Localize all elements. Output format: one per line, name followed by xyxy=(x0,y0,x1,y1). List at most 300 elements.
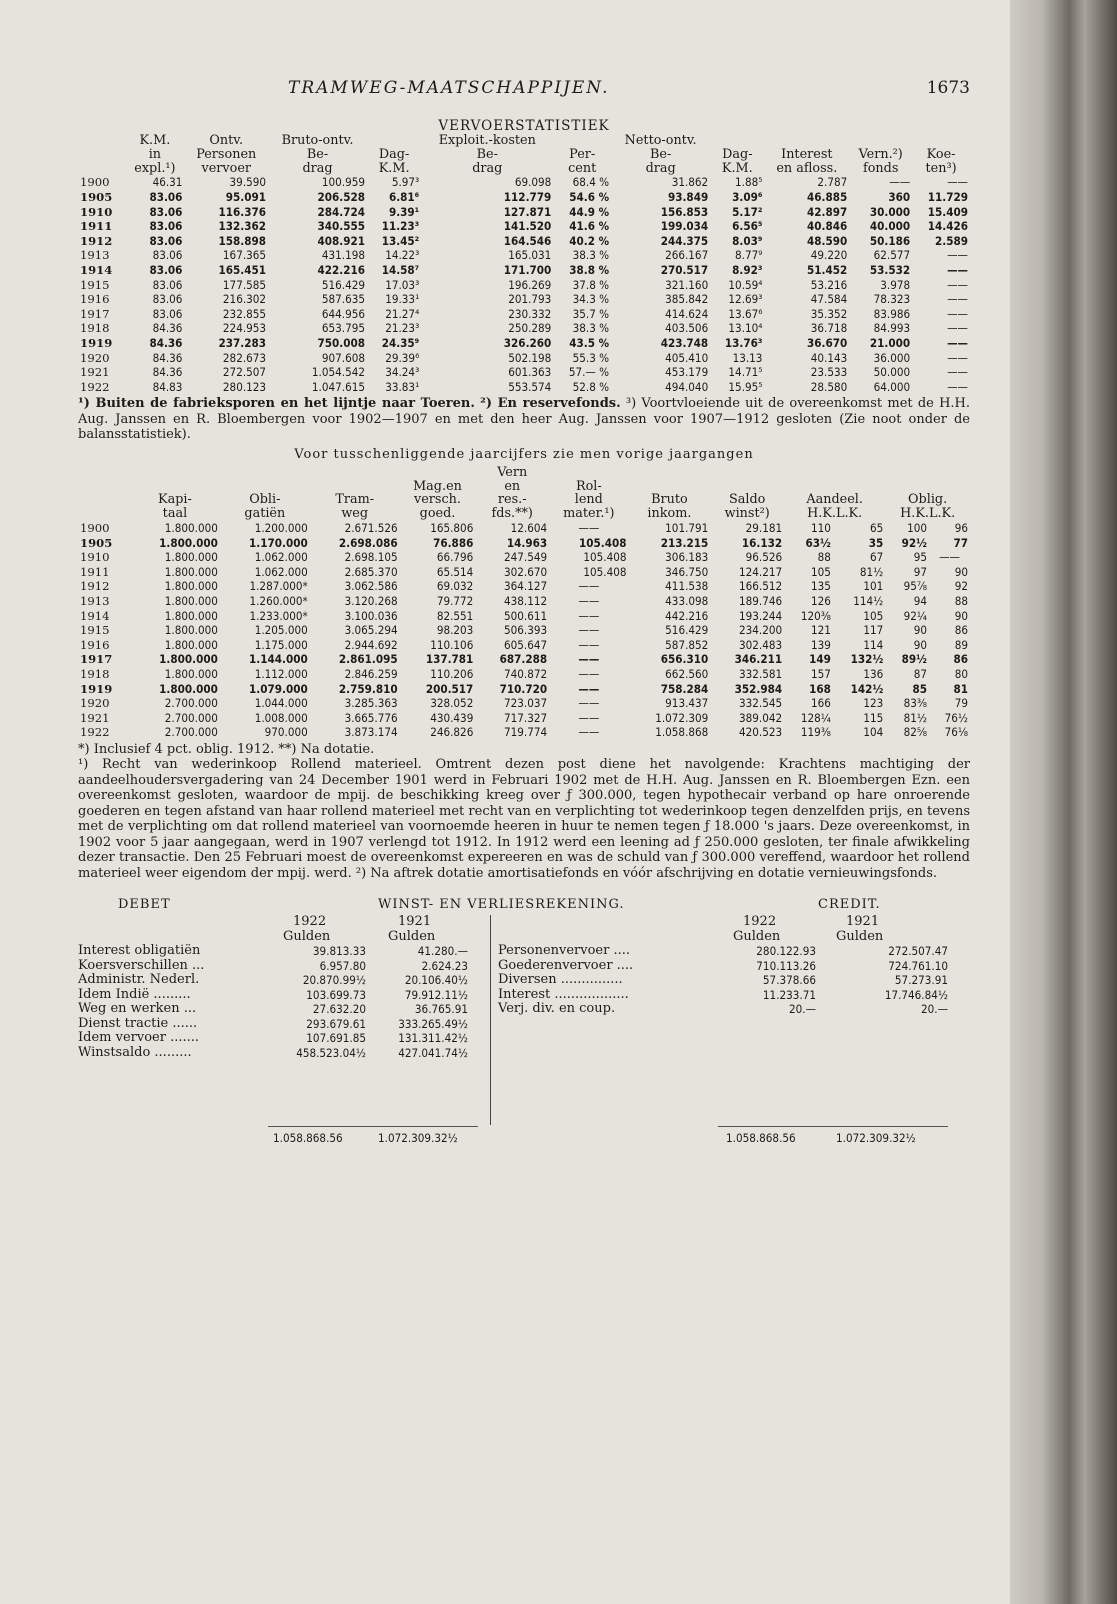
balans-cell: 95⅞ xyxy=(903,579,927,594)
balans-cell: 86 xyxy=(954,623,968,638)
balans-cell: 89 xyxy=(954,637,968,652)
balans-cell: 92½ xyxy=(901,535,927,550)
balans-year: 1915 xyxy=(80,623,110,638)
vervoer-row xyxy=(78,321,970,336)
winst-verlies-section xyxy=(78,897,970,1157)
vervoer-header-cell xyxy=(184,134,268,175)
balans-header-row xyxy=(78,466,970,521)
balans-cell: 77 xyxy=(953,535,968,550)
vervoer-cell: 201.793 xyxy=(508,292,552,307)
balans-cell: 411.538 xyxy=(665,579,709,594)
balans-header-line: versch. xyxy=(414,492,461,508)
balans-cell: 1.062.000 xyxy=(254,564,308,579)
balans-year: 1921 xyxy=(80,710,110,725)
vervoer-cell: 403.506 xyxy=(665,321,709,336)
balans-cell: 3.100.036 xyxy=(344,608,398,623)
balans-header-line xyxy=(551,466,626,480)
vervoer-cell: 84.36 xyxy=(152,365,183,380)
balans-header-line: Rol- xyxy=(575,478,602,494)
balans-cell: 79.772 xyxy=(436,593,474,608)
balans-row xyxy=(78,579,970,594)
vervoer-cell: —— xyxy=(947,335,968,350)
balans-cell: 332.545 xyxy=(738,696,783,711)
vervoer-header-row xyxy=(78,134,970,175)
vervoer-cell: 321.160 xyxy=(665,277,709,292)
vervoer-header-cell xyxy=(611,134,710,175)
balans-cell: 168 xyxy=(809,681,831,696)
balans-cell: —— xyxy=(939,550,960,565)
credit-total-rule xyxy=(718,1126,948,1127)
vervoer-cell: 34.3 % xyxy=(572,292,610,307)
balans-header-line: Aandeel. xyxy=(806,492,863,508)
credit-row xyxy=(498,959,948,974)
vervoer-cell: 502.198 xyxy=(508,350,552,365)
credit-row xyxy=(498,973,948,988)
balans-header-line xyxy=(631,480,709,494)
vervoer-header-year xyxy=(78,134,125,175)
balans-header-line xyxy=(631,466,709,480)
credit-value-b: 57.273.91 xyxy=(894,973,948,988)
balans-cell: 104 xyxy=(863,725,884,740)
balans-header-line xyxy=(887,466,968,480)
balans-cell: 2.700.000 xyxy=(164,710,218,725)
vervoer-header-line: Personen xyxy=(196,146,257,162)
debet-value-b: 2.624.23 xyxy=(421,958,468,973)
vervoer-cell: 10.59⁴ xyxy=(728,277,763,292)
balans-cell: —— xyxy=(578,520,600,535)
vervoer-cell: 93.849 xyxy=(667,189,709,204)
debet-value-a: 27.632.20 xyxy=(312,1002,366,1017)
balans-cell: 105.408 xyxy=(579,535,627,550)
vervoer-header-line: expl.¹) xyxy=(134,160,176,176)
balans-year: 1913 xyxy=(80,593,110,608)
balans-cell: 96 xyxy=(954,520,968,535)
balans-cell: 364.127 xyxy=(504,579,548,594)
vervoer-cell: 587.635 xyxy=(321,292,365,307)
vervoer-header-cell xyxy=(125,134,184,175)
vervoer-cell: —— xyxy=(947,306,968,321)
vervoer-cell: 1.88⁵ xyxy=(735,175,763,190)
balans-cell: 137.781 xyxy=(425,652,474,667)
credit-unit-b: Gulden xyxy=(836,928,884,944)
balans-header-line xyxy=(887,480,968,494)
vervoer-cell: 11.23³ xyxy=(381,219,420,234)
vervoer-header-line xyxy=(369,134,419,148)
vervoer-year: 1919 xyxy=(80,335,113,350)
credit-label: Interest .................. xyxy=(498,986,629,1002)
balans-cell: 2.700.000 xyxy=(164,696,218,711)
balans-cell: 65.514 xyxy=(436,564,474,579)
vervoer-cell: 284.724 xyxy=(317,204,365,219)
vervoer-header-line: Netto-ontv. xyxy=(624,133,697,148)
balans-footnote-star: *) Inclusief 4 pct. oblig. 1912. xyxy=(78,741,275,757)
balans-cell: 69.032 xyxy=(436,579,474,594)
vervoer-cell: 83.06 xyxy=(152,277,183,292)
debet-value-a: 20.870.99½ xyxy=(302,973,366,988)
vervoer-row xyxy=(78,307,970,322)
balans-cell: 1.072.309 xyxy=(655,710,709,725)
vervoer-cell: 53.532 xyxy=(869,262,911,277)
balans-cell: 710.720 xyxy=(499,681,548,696)
vervoer-header-line: Interest xyxy=(781,146,833,162)
balans-header-line: goed. xyxy=(419,506,456,522)
credit-label: Verj. div. en coup. xyxy=(498,1001,616,1017)
vervoer-cell: 21.000 xyxy=(869,335,911,350)
balans-header-line xyxy=(222,480,308,494)
vervoer-cell: 165.451 xyxy=(218,262,267,277)
vervoer-cell: 35.7 % xyxy=(572,306,610,321)
balans-cell: 165.806 xyxy=(430,520,474,535)
page-number: 1673 xyxy=(926,78,970,98)
vervoer-cell: 232.855 xyxy=(222,306,267,321)
balans-cell: 136 xyxy=(863,666,884,681)
credit-value-a: 280.122.93 xyxy=(756,944,816,959)
balans-row xyxy=(78,711,970,726)
vervoer-year: 1910 xyxy=(80,204,113,219)
credit-label: Personenvervoer .... xyxy=(498,943,630,959)
vervoer-header-line: Dag- xyxy=(722,146,753,162)
credit-value-b: 724.761.10 xyxy=(888,958,948,973)
vervoer-cell: 83.06 xyxy=(149,219,183,234)
balans-header-line: Oblig. xyxy=(908,492,948,508)
vervoer-cell: 21.27⁴ xyxy=(385,306,420,321)
balans-header-line: inkom. xyxy=(647,506,692,522)
vervoer-cell: 38.3 % xyxy=(572,321,610,336)
balans-cell: —— xyxy=(578,637,600,652)
balans-cell: 2.861.095 xyxy=(338,652,398,667)
balans-cell: 913.437 xyxy=(665,696,709,711)
balans-cell: 506.393 xyxy=(504,623,548,638)
vervoer-cell: 237.283 xyxy=(218,335,267,350)
vervoer-row xyxy=(78,190,970,205)
debet-row xyxy=(78,1046,478,1061)
balans-cell: 1.800.000 xyxy=(164,637,218,652)
balans-cell: 2.698.105 xyxy=(344,550,398,565)
balans-header-line: Mag.en xyxy=(413,478,462,494)
balans-year: 1912 xyxy=(80,579,110,594)
vervoer-cell: 28.580 xyxy=(810,379,848,394)
vervoer-cell: 83.06 xyxy=(149,189,183,204)
vervoer-cell: —— xyxy=(889,175,911,190)
balans-cell: 88 xyxy=(817,550,831,565)
vervoer-header-cell xyxy=(553,134,611,175)
vervoer-row xyxy=(78,351,970,366)
balans-row xyxy=(78,696,970,711)
balans-cell: 114½ xyxy=(853,593,884,608)
balans-cell: 35 xyxy=(868,535,884,550)
balans-cell: —— xyxy=(578,579,600,594)
balans-cell: 1.205.000 xyxy=(254,623,308,638)
balans-year: 1922 xyxy=(80,725,110,740)
vervoer-cell: 69.098 xyxy=(514,175,552,190)
vervoer-cell: 44.9 % xyxy=(569,204,610,219)
vervoer-cell: 83.06 xyxy=(149,233,183,248)
balans-cell: 132½ xyxy=(850,652,884,667)
balans-row xyxy=(78,652,970,667)
balans-cell: 87 xyxy=(913,666,927,681)
vervoer-cell: 127.871 xyxy=(503,204,552,219)
vervoer-cell: 83.06 xyxy=(149,262,183,277)
balans-cell: 193.244 xyxy=(738,608,783,623)
vervoer-row xyxy=(78,219,970,234)
balans-cell: —— xyxy=(578,696,600,711)
vervoer-header-line: vervoer xyxy=(201,160,252,176)
balans-cell: 101 xyxy=(863,579,884,594)
vervoer-cell: 19.33¹ xyxy=(385,292,420,307)
debet-value-a: 103.699.73 xyxy=(306,987,366,1002)
vervoer-year: 1915 xyxy=(80,277,110,292)
debet-label: Dienst tractie ...... xyxy=(78,1015,198,1031)
debet-label: Idem Indië ......... xyxy=(78,986,191,1002)
vervoer-cell: 55.3 % xyxy=(572,350,610,365)
balans-header-cell xyxy=(629,466,711,521)
debet-row xyxy=(78,1017,478,1032)
vervoer-cell: 100.959 xyxy=(321,175,365,190)
vervoer-cell: 156.853 xyxy=(660,204,709,219)
vervoer-year: 1921 xyxy=(80,365,110,380)
balans-cell: —— xyxy=(578,623,600,638)
vervoer-header-line: Ontv. xyxy=(209,133,244,148)
balans-cell: 135 xyxy=(810,579,831,594)
balans-cell: 328.052 xyxy=(430,696,474,711)
balans-cell: 587.852 xyxy=(665,637,709,652)
vervoer-cell: 516.429 xyxy=(321,277,365,292)
balans-cell: 81½ xyxy=(903,710,927,725)
vervoer-year: 1905 xyxy=(80,189,113,204)
vervoer-cell: 553.574 xyxy=(508,379,552,394)
balans-cell: 719.774 xyxy=(504,725,548,740)
credit-year-a: 1922 xyxy=(743,914,777,930)
vervoer-header-line xyxy=(712,134,762,148)
vervoer-header-line: drag xyxy=(302,160,333,176)
balans-cell: 346.750 xyxy=(665,564,709,579)
balans-cell: 500.611 xyxy=(504,608,548,623)
vervoer-cell: 11.729 xyxy=(927,189,968,204)
vervoer-header-line xyxy=(851,134,910,148)
vervoer-year: 1917 xyxy=(80,306,110,321)
balans-cell: 1.062.000 xyxy=(254,550,308,565)
vervoer-footnote-3: ³) Voortvloeiende uit de overeenkomst met de H.H. Aug. Janssen en R. Bloembergen voor 1902—1907 en met den heer Aug. Janssen voor 1907—1912 gesloten (Zie noot onder de balansstatistiek). xyxy=(78,396,971,443)
debet-value-b: 333.265.49½ xyxy=(398,1016,468,1031)
balans-cell: 12.604 xyxy=(510,520,548,535)
vervoer-cell: 49.220 xyxy=(810,248,848,263)
vervoer-cell: 8.77⁹ xyxy=(735,248,763,263)
vervoer-cell: 84.36 xyxy=(152,350,183,365)
balans-cell: 2.944.692 xyxy=(344,637,398,652)
credit-value-a: 11.233.71 xyxy=(762,987,816,1002)
debet-label: DEBET xyxy=(118,897,171,913)
vervoer-cell: 38.3 % xyxy=(572,248,610,263)
balans-cell: 1.800.000 xyxy=(164,608,218,623)
balans-header-line: Saldo xyxy=(729,492,766,508)
vervoer-header-line: Bruto-ontv. xyxy=(281,133,354,148)
vervoer-cell: 116.376 xyxy=(218,204,267,219)
balans-footnotes xyxy=(78,742,970,882)
vervoer-cell: 644.956 xyxy=(321,306,365,321)
vervoer-cell: 17.03³ xyxy=(385,277,420,292)
balans-cell: 124.217 xyxy=(738,564,783,579)
vervoer-header-cell xyxy=(710,134,764,175)
vervoer-cell: 43.5 % xyxy=(569,335,610,350)
balans-cell: 80 xyxy=(954,666,968,681)
vervoer-cell: 112.779 xyxy=(503,189,552,204)
vervoer-cell: 40.846 xyxy=(807,219,848,234)
vervoer-row xyxy=(78,234,970,249)
debet-label: Interest obligatiën xyxy=(78,943,201,959)
book-spine xyxy=(1010,0,1117,1604)
balans-cell: 166 xyxy=(810,696,831,711)
balans-cell: 95 xyxy=(913,550,927,565)
vervoer-cell: 12.69³ xyxy=(728,292,763,307)
balans-table xyxy=(78,466,970,740)
balans-year: 1900 xyxy=(80,520,110,535)
balans-header-line: Obli- xyxy=(249,492,281,508)
balans-header-line xyxy=(222,466,308,480)
balans-cell: 246.826 xyxy=(430,725,474,740)
balans-cell: 29.181 xyxy=(745,520,783,535)
debet-value-a: 458.523.04½ xyxy=(296,1045,366,1060)
balans-cell: 1.800.000 xyxy=(164,623,218,638)
balans-header-cell xyxy=(784,466,885,521)
balans-cell: 128¼ xyxy=(800,710,831,725)
vervoer-cell: —— xyxy=(947,365,968,380)
vervoer-cell: 167.365 xyxy=(222,248,267,263)
balans-cell: 1.008.000 xyxy=(254,710,308,725)
vervoer-cell: 40.000 xyxy=(869,219,911,234)
balans-cell: 740.872 xyxy=(504,666,548,681)
balans-cell: 121 xyxy=(810,623,831,638)
vervoer-cell: 494.040 xyxy=(665,379,709,394)
balans-cell: —— xyxy=(578,710,600,725)
balans-cell: 142½ xyxy=(850,681,884,696)
balans-cell: 96.526 xyxy=(745,550,783,565)
balans-row xyxy=(78,565,970,580)
debet-value-b: 131.311.42½ xyxy=(398,1031,468,1046)
balans-header-cell xyxy=(130,466,220,521)
balans-header-line xyxy=(786,466,883,480)
vervoer-cell: 224.953 xyxy=(222,321,267,336)
vervoer-cell: 23.533 xyxy=(810,365,848,380)
debet-value-a: 39.813.33 xyxy=(312,944,366,959)
debet-value-a: 107.691.85 xyxy=(306,1031,366,1046)
balans-header-line: weg xyxy=(341,506,369,522)
balans-cell: 100 xyxy=(907,520,927,535)
vervoer-row xyxy=(78,175,970,190)
vervoer-cell: 422.216 xyxy=(317,262,365,277)
balans-cell: 92 xyxy=(954,579,968,594)
vervoer-cell: 29.39⁶ xyxy=(385,350,420,365)
balans-cell: 119⅜ xyxy=(800,725,831,740)
vervoer-header-line: cent xyxy=(568,160,597,176)
balans-cell: 82.551 xyxy=(436,608,474,623)
balans-cell: 1.144.000 xyxy=(249,652,308,667)
balans-cell: 105 xyxy=(863,608,884,623)
vervoer-cell: 653.795 xyxy=(321,321,365,336)
balans-cell: 76⅛ xyxy=(944,725,968,740)
debet-year-a: 1922 xyxy=(293,914,327,930)
vervoer-cell: 36.670 xyxy=(807,335,848,350)
balans-cell: 970.000 xyxy=(264,725,308,740)
vervoer-year: 1900 xyxy=(80,175,110,190)
balans-cell: 86 xyxy=(953,652,968,667)
vervoer-header-line: in xyxy=(148,146,162,162)
vervoer-cell: —— xyxy=(947,321,968,336)
balans-cell: 1.800.000 xyxy=(164,550,218,565)
balans-header-year xyxy=(78,466,130,521)
balans-row xyxy=(78,536,970,551)
debet-year-b: 1921 xyxy=(398,914,432,930)
balans-row xyxy=(78,725,970,740)
balans-cell: 200.517 xyxy=(425,681,474,696)
vervoer-cell: 24.35⁹ xyxy=(381,335,420,350)
balans-header-cell xyxy=(549,466,628,521)
vervoer-cell: 158.898 xyxy=(218,233,267,248)
balans-header-line: mater.¹) xyxy=(563,506,615,522)
balans-cell: 352.984 xyxy=(734,681,783,696)
debet-unit-b: Gulden xyxy=(388,928,436,944)
balans-cell: 81½ xyxy=(859,564,884,579)
balans-cell: 1.287.000* xyxy=(249,579,308,594)
credit-year-b: 1921 xyxy=(846,914,880,930)
balans-cell: 605.647 xyxy=(504,637,548,652)
balans-cell: 110.106 xyxy=(430,637,474,652)
vervoer-cell: 83.986 xyxy=(873,306,911,321)
vervoer-cell: 601.363 xyxy=(508,365,552,380)
balans-row xyxy=(78,521,970,536)
balans-year: 1914 xyxy=(80,608,110,623)
debet-total-b: 1.072.309.32½ xyxy=(378,1131,458,1146)
balans-cell: 105 xyxy=(810,564,831,579)
debet-value-b: 20.106.40½ xyxy=(404,973,468,988)
balans-row xyxy=(78,623,970,638)
winst-title: WINST- EN VERLIESREKENING. xyxy=(378,897,625,913)
vervoer-row xyxy=(78,336,970,351)
balans-cell: 1.200.000 xyxy=(254,520,308,535)
balans-cell: 302.670 xyxy=(504,564,548,579)
balans-cell: 442.216 xyxy=(665,608,709,623)
balans-cell: 123 xyxy=(863,696,884,711)
balans-cell: 433.098 xyxy=(665,593,709,608)
balans-header-line: Bruto xyxy=(651,492,688,508)
balans-header-cell xyxy=(220,466,310,521)
balans-cell: 3.120.268 xyxy=(344,593,398,608)
balans-header-line: Kapi- xyxy=(158,492,192,508)
vervoer-cell: 171.700 xyxy=(503,262,552,277)
balans-header-line: Tram- xyxy=(335,492,375,508)
vervoer-cell: 83.06 xyxy=(152,292,183,307)
vervoer-cell: 41.6 % xyxy=(569,219,610,234)
vervoer-cell: 2.589 xyxy=(935,233,968,248)
vervoer-cell: —— xyxy=(947,350,968,365)
debet-label: Koersverschillen ... xyxy=(78,957,205,973)
balans-cell: 1.800.000 xyxy=(159,535,218,550)
credit-row xyxy=(498,944,948,959)
vervoer-cell: 57.— % xyxy=(568,365,610,380)
balans-cell: 139 xyxy=(810,637,831,652)
vervoer-year: 1913 xyxy=(80,248,110,263)
balans-header-line: en xyxy=(504,478,521,494)
balans-cell: 14.963 xyxy=(506,535,548,550)
vervoer-cell: 13.76³ xyxy=(724,335,763,350)
vervoer-header-line: K.M. xyxy=(721,160,753,176)
vervoer-cell: 3.09⁶ xyxy=(732,189,763,204)
balans-header-line xyxy=(132,466,218,480)
balans-year: 1916 xyxy=(80,637,110,652)
vervoer-header-line xyxy=(914,134,968,148)
balans-cell: 149 xyxy=(809,652,831,667)
balans-cell: 1.800.000 xyxy=(164,579,218,594)
debet-row xyxy=(78,1002,478,1017)
